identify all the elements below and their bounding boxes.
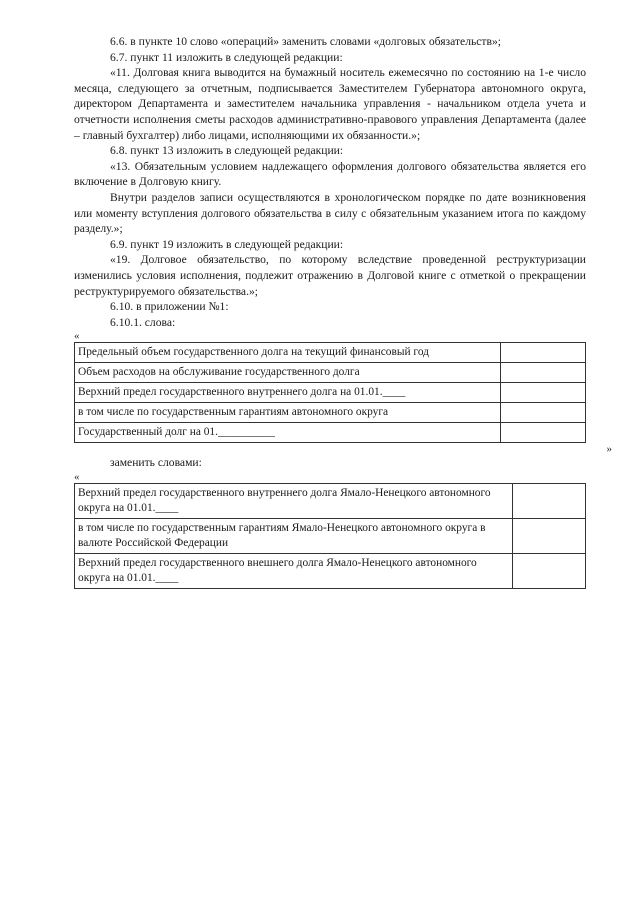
new-wording-table: [74, 483, 586, 589]
table-cell-label: Верхний предел государственного внешнего долга Ямало-Ненецкого автономного округа на 01.01.____: [75, 553, 513, 588]
paragraph-6-7: 6.7. пункт 11 изложить в следующей редакции:: [110, 50, 343, 64]
table-cell-value: [501, 343, 586, 363]
table-row: [75, 403, 586, 423]
open-quote-new: «: [74, 470, 80, 483]
paragraph-item-11: «11. Долговая книга выводится на бумажный носитель ежемесячно по состоянию на 1-е число месяца, следующего за отчетным, подписывается Заместителем Губернатора автономного округа, директором Департамента и заместителем начальника управления - начальником отдела учета и отчетности исполнения сметы расходов административно-правового управления Департамента (далее – главный бухгалтер) либо лицами, исполняющими их обязанности.»;: [74, 66, 586, 142]
table-cell-label: в том числе по государственным гарантиям Ямало-Ненецкого автономного округа в валюте Российской Федерации: [75, 518, 513, 553]
paragraph-6-10-1: 6.10.1. слова:: [110, 315, 176, 329]
table-cell-value: [501, 403, 586, 423]
paragraph-6-10: 6.10. в приложении №1:: [110, 300, 229, 314]
paragraph-item-19: «19. Долговое обязательство, по которому вследствие проведенной реструктуризации изменились условия исполнения, подлежит отражению в Долговой книге с отметкой о прекращении реструктурируемого обязательства.»;: [74, 253, 586, 298]
paragraph-6-9: 6.9. пункт 19 изложить в следующей редакции:: [110, 237, 344, 251]
document-page: [74, 34, 612, 589]
paragraph-6-6: 6.6. в пункте 10 слово «операций» заменить словами «долговых обязательств»;: [110, 35, 501, 48]
table-cell-label: в том числе по государственным гарантиям автономного округа: [75, 403, 501, 423]
open-quote-old: «: [74, 330, 80, 343]
table-cell-label: Верхний предел государственного внутреннего долга Ямало-Ненецкого автономного округа на 01.01.____: [75, 483, 513, 518]
close-quote-old: »: [606, 443, 612, 456]
old-wording-table: [74, 342, 586, 443]
table-row: [75, 518, 586, 553]
table-cell-label: Объем расходов на обслуживание государственного долга: [75, 363, 501, 383]
table-row: [75, 383, 586, 403]
table-row: [75, 363, 586, 383]
table-cell-value: [513, 518, 586, 553]
table-row: [75, 553, 586, 588]
replace-label: заменить словами:: [110, 456, 202, 470]
table-cell-value: [501, 383, 586, 403]
paragraph-item-13: «13. Обязательным условием надлежащего оформления долгового обязательства является его включение в Долговую книгу.: [74, 159, 586, 189]
paragraph-item-13-continued: Внутри разделов записи осуществляются в хронологическом порядке по дате возникновения или моменту вступления долгового обязательства в силу с обязательным указанием итога по каждому разделу.»;: [74, 190, 586, 236]
table-row: [75, 483, 586, 518]
table-row: [75, 343, 586, 363]
table-cell-value: [501, 363, 586, 383]
table-cell-value: [513, 553, 586, 588]
paragraph-6-8: 6.8. пункт 13 изложить в следующей редакции:: [110, 144, 344, 158]
table-cell-value: [501, 423, 586, 443]
table-row: [75, 423, 586, 443]
table-cell-value: [513, 483, 586, 518]
table-cell-label: Верхний предел государственного внутреннего долга на 01.01.____: [75, 383, 501, 403]
table-cell-label: Государственный долг на 01.__________: [75, 423, 501, 443]
table-cell-label: Предельный объем государственного долга на текущий финансовый год: [75, 343, 501, 363]
